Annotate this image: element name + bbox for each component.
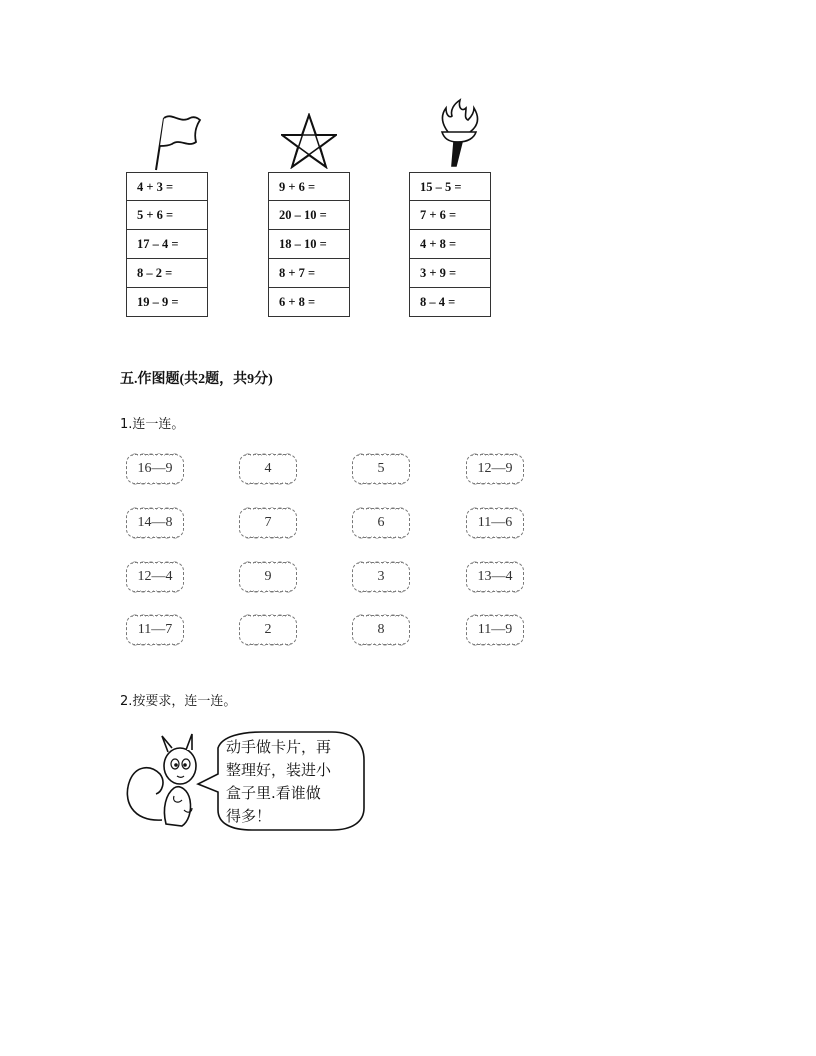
star-icon (281, 113, 337, 169)
torch-icon (432, 98, 484, 170)
equation-cell: 8 – 2 = (126, 259, 208, 288)
equation-cell: 8 – 4 = (409, 288, 491, 317)
match-tile[interactable] (466, 615, 524, 645)
tile-text: 4 (264, 461, 272, 476)
equation-table-torch (409, 172, 491, 317)
match-tile[interactable] (352, 562, 410, 592)
tile-text: 8 (377, 622, 385, 637)
tile-text: 11—9 (477, 622, 513, 637)
match-tile[interactable] (466, 562, 524, 592)
tile-text: 3 (377, 569, 385, 584)
match-tile[interactable] (126, 562, 184, 592)
equation-cell: 19 – 9 = (126, 288, 208, 317)
equation-cell: 18 – 10 = (268, 230, 350, 259)
bubble-line: 得多！ (226, 807, 272, 825)
tile-text: 2 (264, 622, 272, 637)
squirrel-illustration (122, 730, 368, 832)
tile-text: 7 (264, 515, 272, 530)
match-tile[interactable] (352, 454, 410, 484)
equation-cell: 8 + 7 = (268, 259, 350, 288)
equation-cell: 15 – 5 = (409, 172, 491, 201)
tile-text: 11—6 (477, 515, 513, 530)
bubble-line: 盒子里.看谁做 (226, 784, 321, 802)
tile-text: 11—7 (137, 622, 173, 637)
match-tile[interactable] (126, 508, 184, 538)
tile-text: 13—4 (477, 569, 513, 584)
match-tile[interactable] (126, 615, 184, 645)
match-tile[interactable] (239, 615, 297, 645)
equation-cell: 17 – 4 = (126, 230, 208, 259)
question-2-label: 2.按要求，连一连。 (120, 694, 237, 709)
tile-text: 9 (264, 569, 272, 584)
section-title: 五.作图题(共2题，共9分) (120, 372, 273, 387)
equation-cell: 9 + 6 = (268, 172, 350, 201)
match-tile[interactable] (239, 508, 297, 538)
match-tile[interactable] (239, 454, 297, 484)
match-tile[interactable] (239, 562, 297, 592)
tile-text: 12—9 (477, 461, 513, 476)
equation-cell: 5 + 6 = (126, 201, 208, 230)
tile-text: 6 (377, 515, 385, 530)
match-tile[interactable] (466, 508, 524, 538)
flag-icon (150, 112, 206, 172)
equation-cell: 4 + 8 = (409, 230, 491, 259)
match-tile[interactable] (352, 615, 410, 645)
match-tile[interactable] (126, 454, 184, 484)
tile-text: 12—4 (137, 569, 173, 584)
equation-cell: 6 + 8 = (268, 288, 350, 317)
bubble-line: 整理好，装进小 (226, 761, 332, 779)
tile-text: 5 (377, 461, 385, 476)
tile-text: 16—9 (137, 461, 173, 476)
equation-cell: 4 + 3 = (126, 172, 208, 201)
question-1-label: 1.连一连。 (120, 417, 185, 432)
bubble-line: 动手做卡片，再 (226, 738, 332, 756)
equation-cell: 3 + 9 = (409, 259, 491, 288)
speech-bubble-text (226, 736, 366, 828)
equation-table-flag (126, 172, 208, 317)
match-tile[interactable] (466, 454, 524, 484)
equation-cell: 7 + 6 = (409, 201, 491, 230)
match-tile[interactable] (352, 508, 410, 538)
equation-table-star (268, 172, 350, 317)
matching-grid (120, 448, 530, 656)
equation-cell: 20 – 10 = (268, 201, 350, 230)
tile-text: 14—8 (137, 515, 173, 530)
